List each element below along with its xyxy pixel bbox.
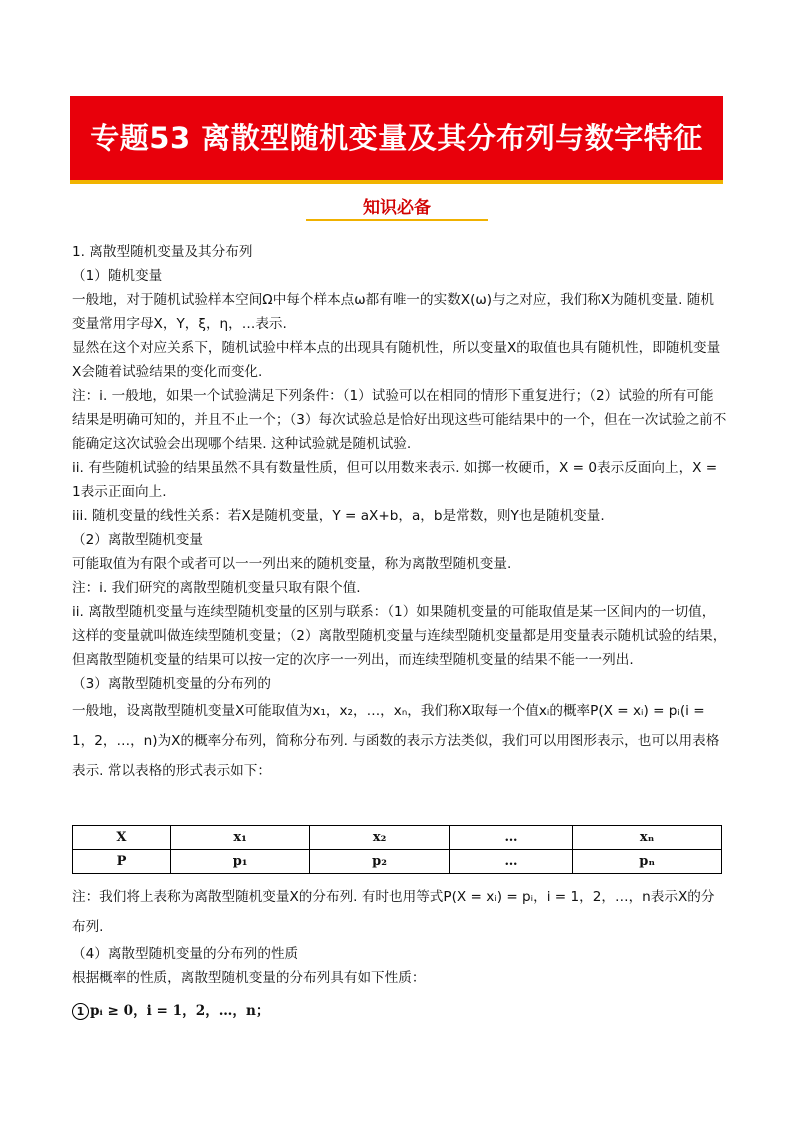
- body-text-after-table: [72, 882, 727, 1026]
- table-cell: xₙ: [573, 826, 722, 850]
- paragraph-randomness: 显然在这个对应关系下，随机试验中样本点的出现具有随机性，所以变量X的取值也具有随机性，即随机变量X会随着试验结果的变化而变化.: [72, 340, 721, 380]
- note-i-finite: 注：i. 我们研究的离散型随机变量只取有限个值.: [72, 580, 361, 596]
- subheading-discrete: （2）离散型随机变量: [72, 532, 203, 548]
- property-1-text: pᵢ ≥ 0，i = 1，2，…，n；: [90, 1003, 270, 1019]
- table-cell: …: [449, 850, 573, 874]
- paragraph-definition: 一般地，对于随机试验样本空间Ω中每个样本点ω都有唯一的实数X(ω)与之对应，我们称X为随机变量. 随机变量常用字母X，Y，ξ，η，…表示.: [72, 292, 714, 332]
- section-heading-label: 知识必备: [363, 198, 431, 218]
- table-cell: P: [73, 850, 171, 874]
- paragraph-distribution: 一般地，设离散型随机变量X可能取值为x₁，x₂，…，xₙ，我们称X取每一个值xᵢ的概率P(X = xᵢ) = pᵢ(i = 1，2，…，n)为X的概率分布列，简称分布列. 与函数的表示方法类似，我们可以用图形表示，也可以用表格表示. 常以表格的形式表示如下：: [72, 703, 720, 779]
- table-cell: p₂: [310, 850, 449, 874]
- section-heading-rule: [306, 219, 488, 221]
- table-cell: X: [73, 826, 171, 850]
- distribution-table: [72, 825, 722, 874]
- section-heading: [306, 198, 488, 218]
- paragraph-discrete-definition: 可能取值为有限个或者可以一一列出来的随机变量，称为离散型随机变量.: [72, 556, 512, 572]
- circled-number-icon: 1: [72, 1003, 89, 1020]
- body-text: [72, 240, 727, 786]
- table-row: [73, 826, 722, 850]
- note-i-random-experiment: 注：i. 一般地，如果一个试验满足下列条件：（1）试验可以在相同的情形下重复进行；（2）试验的所有可能结果是明确可知的，并且不止一个；（3）每次试验总是恰好出现这些可能结果中的一个，但在一次试验之前不能确定这次试验会出现哪个结果. 这种试验就是随机试验.: [72, 388, 727, 452]
- subheading-random-variable: （1）随机变量: [72, 268, 163, 284]
- property-1: [72, 996, 727, 1026]
- note-table: 注：我们将上表称为离散型随机变量X的分布列. 有时也用等式P(X = xᵢ) = pᵢ，i = 1，2，…，n表示X的分布列.: [72, 889, 715, 935]
- paragraph-properties: 根据概率的性质，离散型随机变量的分布列具有如下性质：: [72, 970, 426, 986]
- note-ii-continuous: ii. 离散型随机变量与连续型随机变量的区别与联系：（1）如果随机变量的可能取值是某一区间内的一切值，这样的变量就叫做连续型随机变量；（2）离散型随机变量与连续型随机变量都是用变量表示随机试验的结果，但离散型随机变量的结果可以按一定的次序一一列出，而连续型随机变量的结果不能一一列出.: [72, 604, 727, 668]
- table-cell: …: [449, 826, 573, 850]
- subheading-distribution: （3）离散型随机变量的分布列的: [72, 676, 271, 692]
- table-cell: p₁: [170, 850, 309, 874]
- table-cell: x₂: [310, 826, 449, 850]
- page-title: 专题53 离散型随机变量及其分布列与数字特征: [90, 120, 703, 155]
- subheading-properties: （4）离散型随机变量的分布列的性质: [72, 946, 299, 962]
- note-ii-coin: ii. 有些随机试验的结果虽然不具有数量性质，但可以用数来表示. 如掷一枚硬币，X = 0表示反面向上，X = 1表示正面向上.: [72, 460, 718, 500]
- table-cell: pₙ: [573, 850, 722, 874]
- table-cell: x₁: [170, 826, 309, 850]
- heading-1: 1. 离散型随机变量及其分布列: [72, 244, 253, 260]
- title-banner: [70, 96, 723, 184]
- table-row: [73, 850, 722, 874]
- note-iii-linear: iii. 随机变量的线性关系：若X是随机变量，Y = aX+b，a，b是常数，则Y也是随机变量.: [72, 508, 605, 524]
